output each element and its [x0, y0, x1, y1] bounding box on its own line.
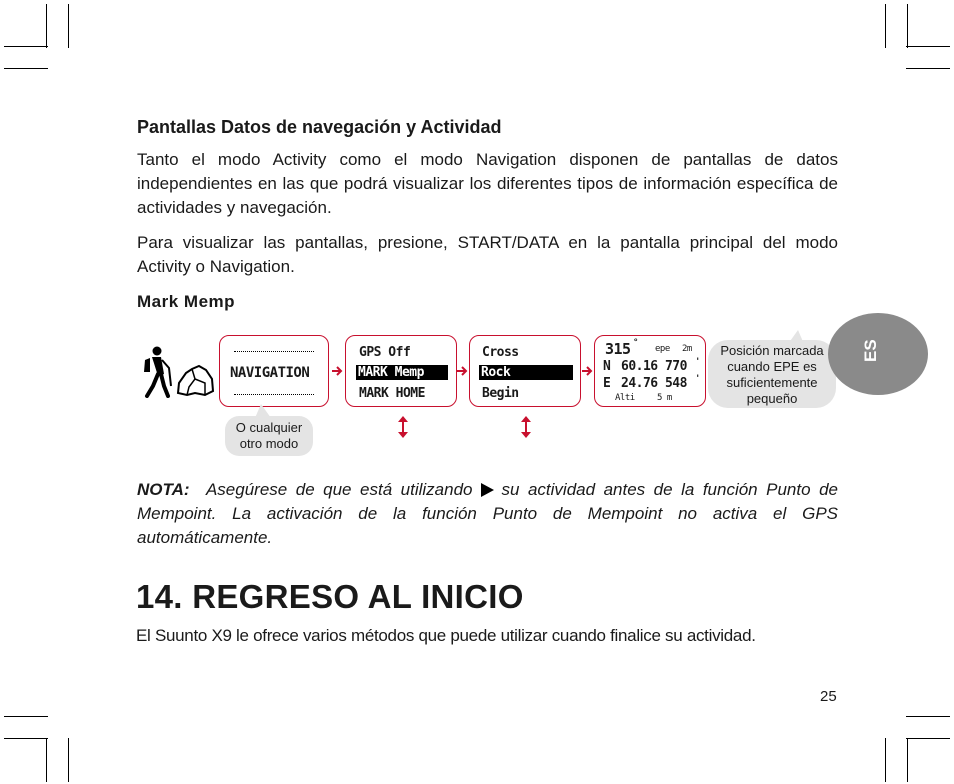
callout-tail — [788, 330, 804, 344]
crop-mark — [907, 4, 908, 48]
crop-mark — [885, 4, 886, 48]
navigation-screen — [219, 335, 329, 407]
waypoint-item-rock: Rock — [479, 365, 573, 380]
north-unit: ' — [695, 357, 700, 367]
right-arrow-icon — [581, 364, 595, 378]
section-paragraph-1: Tanto el modo Activity como el modo Navigation disponen de pantallas de datos independientes en las que podrá visualizar los diferentes tipos de información específica de actividades y navegación. — [137, 150, 838, 217]
section-paragraph-2: Para visualizar las pantallas, presione, START/DATA en la pantalla principal del modo Activity o Navigation. — [137, 233, 838, 276]
crop-mark — [907, 738, 908, 782]
navigation-label: NAVIGATION — [230, 365, 310, 381]
callout-tail — [255, 404, 271, 418]
menu-item-gps-off: GPS Off — [359, 345, 411, 360]
waypoint-list-screen — [469, 335, 581, 407]
chapter-paragraph: El Suunto X9 le ofrece varios métodos que puede utilizar cuando finalice su actividad. — [136, 626, 756, 645]
crop-mark — [906, 46, 950, 47]
heading-value: 315 — [605, 340, 631, 358]
alti-value: 5 m — [657, 393, 672, 403]
crop-mark — [885, 738, 886, 782]
east-label: E — [603, 376, 611, 391]
heading-unit: ° — [633, 338, 638, 348]
updown-arrow-icon — [397, 414, 409, 440]
callout-other-mode: O cualquier otro modo — [225, 416, 313, 456]
page-number: 25 — [820, 688, 837, 705]
crop-mark — [68, 738, 69, 782]
crop-mark — [906, 716, 950, 717]
north-value: 60.16 770 — [621, 359, 687, 374]
note-text-after: su actividad antes de la función Punto de Mempoint. La activación de la función Punto de Mempoint no activa el GPS automáticamente. — [137, 480, 838, 547]
subsection-heading: Mark Memp — [137, 292, 236, 311]
east-unit: ' — [695, 374, 700, 384]
epe-value: 2m — [682, 344, 692, 354]
menu-item-mark-memp: MARK Memp — [356, 365, 448, 380]
crop-mark — [46, 738, 47, 782]
menu-screen — [345, 335, 457, 407]
note-text-before: Asegúrese de que está utilizando — [205, 480, 473, 499]
right-arrow-icon — [456, 364, 470, 378]
dotted-line — [234, 351, 314, 352]
crop-mark — [4, 68, 48, 69]
play-icon — [481, 483, 494, 497]
callout-epe: Posición marcada cuando EPE es suficientemente pequeño — [708, 340, 836, 408]
crop-mark — [4, 716, 48, 717]
rock-icon — [175, 363, 215, 397]
section-heading: Pantallas Datos de navegación y Actividad — [137, 117, 502, 137]
chapter-heading: 14. REGRESO AL INICIO — [136, 578, 524, 615]
epe-label: epe — [655, 344, 670, 354]
crop-mark — [906, 738, 950, 739]
crop-mark — [906, 68, 950, 69]
crop-mark — [4, 738, 48, 739]
menu-item-mark-home: MARK HOME — [359, 386, 425, 401]
right-arrow-icon — [331, 364, 345, 378]
language-tab-label: ES — [861, 339, 880, 362]
note-paragraph — [137, 478, 838, 550]
updown-arrow-icon — [520, 414, 532, 440]
north-label: N — [603, 359, 611, 374]
waypoint-item-begin: Begin — [482, 386, 519, 401]
note-label: NOTA: — [137, 480, 190, 499]
hiker-icon — [138, 346, 174, 398]
crop-mark — [4, 46, 48, 47]
crop-mark — [46, 4, 47, 48]
waypoint-item-cross: Cross — [482, 345, 519, 360]
crop-mark — [68, 4, 69, 48]
dotted-line — [234, 394, 314, 395]
east-value: 24.76 548 — [621, 376, 687, 391]
alti-label: Alti — [615, 393, 635, 403]
position-screen — [594, 335, 706, 407]
